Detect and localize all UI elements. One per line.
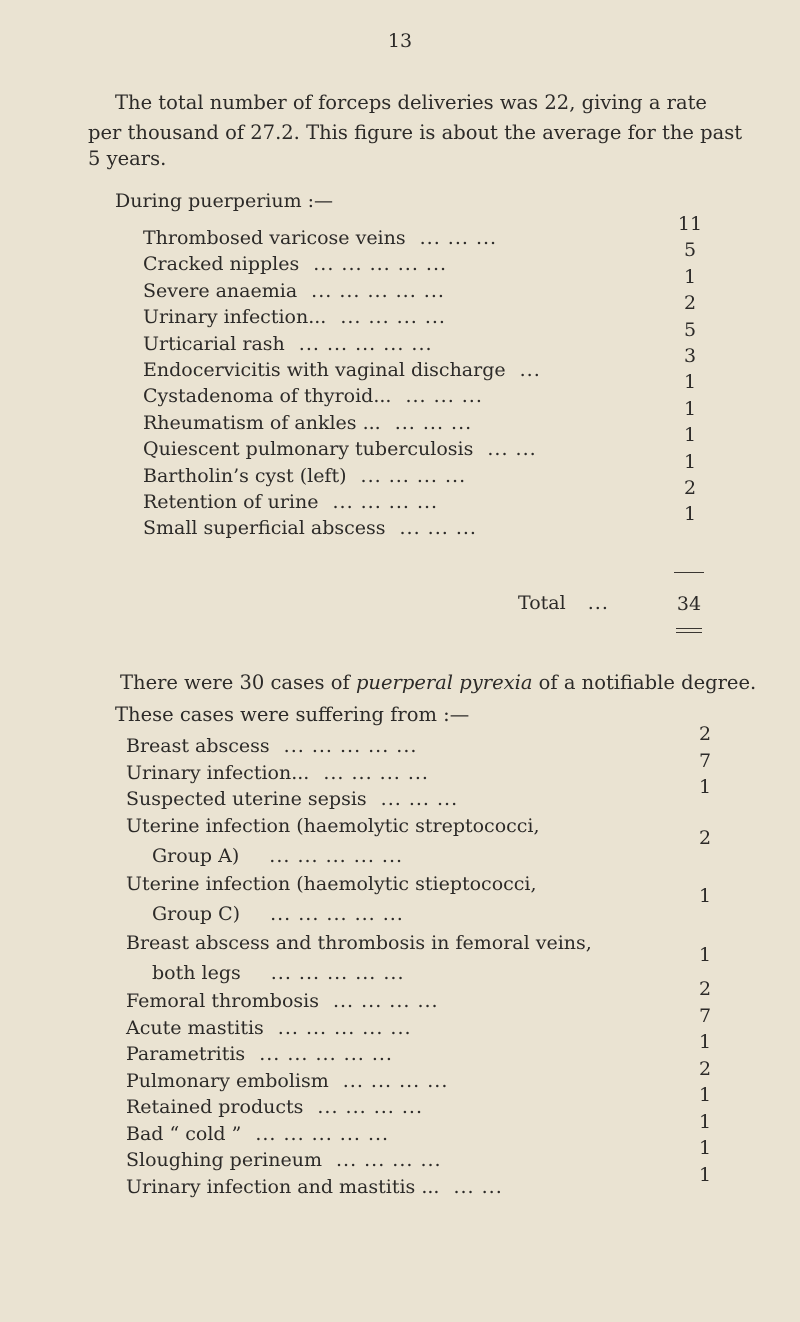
puerperium-item-count: 5 (683, 239, 697, 262)
pyrexia-item-dots: ... ... ... ... ... (270, 903, 404, 925)
pyrexia-item-dots: ... ... ... ... (317, 1096, 423, 1118)
puerperium-item (143, 331, 433, 357)
pyrexia-line-1-before: There were 30 cases of (120, 671, 356, 694)
pyrexia-item-label-cont: both legs (152, 961, 241, 984)
page-number: 13 (387, 30, 413, 52)
intro-line-2: per thousand of 27.2. This figure is about the average for the past (88, 121, 743, 144)
puerperium-item-label: Severe anaemia (143, 279, 298, 302)
pyrexia-item (126, 733, 417, 759)
pyrexia-item-label: Uterine infection (haemolytic stieptococci, (126, 873, 537, 895)
total-double-rule-top (676, 628, 702, 629)
pyrexia-item-count: 1 (698, 943, 712, 966)
puerperium-heading: During puerperium :— (115, 190, 334, 212)
pyrexia-item-label: Femoral thrombosis (126, 990, 319, 1012)
puerperium-item (143, 410, 472, 436)
puerperium-item-label: Quiescent pulmonary tuberculosis (143, 438, 474, 461)
pyrexia-item-count: 1 (698, 1163, 712, 1186)
total-dots: ... (587, 592, 609, 614)
pyrexia-item-dots: ... ... ... ... ... (259, 1043, 393, 1065)
pyrexia-item-count: 1 (698, 1031, 712, 1053)
puerperium-item-dots: ... ... ... ... ... (313, 253, 448, 276)
puerperium-item-label: Small superficial abscess (143, 517, 386, 540)
puerperium-item-count: 3 (683, 345, 697, 367)
puerperium-item-dots: ... ... ... (419, 227, 498, 249)
puerperium-item (143, 251, 447, 277)
pyrexia-item-dots: ... ... ... ... (323, 761, 429, 784)
puerperium-item (143, 489, 438, 515)
puerperium-item-label: Thrombosed varicose veins (143, 227, 406, 249)
pyrexia-item-label: Pulmonary embolism (126, 1069, 329, 1092)
pyrexia-item-dots: ... ... (453, 1175, 503, 1198)
pyrexia-item (126, 930, 592, 956)
pyrexia-item-count: 1 (698, 1137, 712, 1159)
total-label: Total (518, 592, 566, 614)
puerperium-item-dots: ... ... ... ... (332, 491, 439, 513)
pyrexia-item (126, 871, 537, 897)
puerperium-item-dots: ... ... ... (405, 385, 483, 408)
puerperium-item-count: 5 (683, 318, 697, 341)
pyrexia-item-dots: ... ... ... ... (342, 1069, 449, 1092)
pyrexia-item (126, 1015, 412, 1041)
puerperium-item-count: 1 (683, 371, 697, 394)
pyrexia-item-continuation (152, 843, 403, 869)
pyrexia-item-count: 2 (698, 826, 712, 849)
puerperium-item-label: Rheumatism of ankles ... (143, 411, 381, 434)
pyrexia-item (126, 760, 429, 786)
total-rule (674, 572, 704, 573)
pyrexia-item-label: Uterine infection (haemolytic streptococci, (126, 814, 540, 837)
pyrexia-item-label: Parametritis (126, 1043, 246, 1065)
puerperium-item (143, 515, 477, 541)
puerperium-item (143, 383, 483, 409)
puerperium-item-dots: ... ... ... ... (340, 306, 446, 329)
pyrexia-item (126, 1174, 503, 1200)
pyrexia-item-label: Bad “ cold ” (126, 1122, 242, 1145)
puerperium-item-dots: ... ... ... (399, 517, 477, 540)
pyrexia-item-label: Retained products (126, 1096, 304, 1118)
pyrexia-item-label: Suspected uterine sepsis (126, 788, 367, 810)
puerperium-item-label: Bartholin’s cyst (left) (143, 464, 347, 487)
pyrexia-item (126, 1121, 389, 1147)
puerperium-item-dots: ... ... ... ... (360, 464, 467, 487)
pyrexia-item-count: 1 (698, 776, 712, 798)
pyrexia-item-dots: ... ... ... ... ... (270, 961, 405, 984)
pyrexia-item (126, 1094, 423, 1120)
puerperium-item (143, 463, 466, 489)
pyrexia-item-count: 1 (698, 885, 712, 907)
pyrexia-item-label: Sloughing perineum (126, 1149, 322, 1171)
pyrexia-item (126, 988, 439, 1014)
puerperium-item (143, 304, 446, 330)
puerperium-item-count: 1 (683, 503, 697, 526)
pyrexia-item-count: 2 (698, 723, 712, 745)
puerperium-item-count: 2 (683, 477, 697, 499)
puerperium-item (143, 436, 537, 462)
pyrexia-item-dots: ... ... ... ... ... (277, 1016, 412, 1039)
puerperium-item-count: 11 (677, 213, 703, 235)
pyrexia-line-1 (120, 668, 756, 698)
pyrexia-item-continuation (152, 960, 405, 986)
pyrexia-item-count: 1 (698, 1084, 712, 1106)
puerperium-item-count: 1 (683, 397, 697, 420)
intro-line-1: The total number of forceps deliveries was 22, giving a rate (115, 91, 707, 114)
pyrexia-item-count: 7 (698, 749, 712, 772)
puerperium-item-count: 1 (683, 424, 697, 447)
puerperium-item-label: Cracked nipples (143, 253, 300, 276)
puerperium-item (143, 357, 541, 383)
pyrexia-item-label: Breast abscess and thrombosis in femoral veins, (126, 931, 592, 954)
pyrexia-item-continuation (152, 901, 404, 927)
total-value: 34 (676, 593, 702, 615)
pyrexia-item-label: Acute mastitis (126, 1016, 264, 1039)
intro-line-3: 5 years. (88, 147, 167, 170)
pyrexia-item-label-cont: Group C) (152, 903, 241, 925)
puerperium-item-label: Endocervicitis with vaginal discharge (143, 359, 506, 381)
pyrexia-item (126, 1068, 448, 1094)
pyrexia-item-dots: ... ... ... ... ... (283, 735, 418, 757)
puerperium-item-count: 2 (683, 292, 697, 315)
pyrexia-item-label: Urinary infection and mastitis ... (126, 1175, 440, 1198)
pyrexia-item (126, 1147, 442, 1173)
pyrexia-item-label: Breast abscess (126, 735, 270, 757)
pyrexia-item (126, 1041, 393, 1067)
pyrexia-item-label-cont: Group A) (152, 844, 240, 867)
puerperium-item-count: 1 (683, 265, 697, 288)
puerperium-item-label: Retention of urine (143, 491, 319, 513)
puerperium-item-label: Urinary infection... (143, 306, 327, 329)
puerperium-item (143, 225, 497, 251)
pyrexia-item-count: 1 (698, 1110, 712, 1133)
puerperium-item-dots: ... ... (487, 438, 537, 461)
pyrexia-item-count: 7 (698, 1004, 712, 1027)
pyrexia-item-label: Urinary infection... (126, 761, 310, 784)
pyrexia-item (126, 813, 540, 839)
pyrexia-item-count: 2 (698, 978, 712, 1000)
pyrexia-item-count: 2 (698, 1057, 712, 1080)
pyrexia-line-1-after: of a notifiable degree. (532, 671, 757, 694)
puerperium-item-label: Cystadenoma of thyroid... (143, 385, 392, 408)
puerperium-item-dots: ... ... ... ... ... (311, 279, 445, 302)
puerperium-item-dots: ... ... ... (394, 411, 473, 434)
pyrexia-term: puerperal pyrexia (355, 671, 533, 694)
total-row (518, 590, 609, 616)
pyrexia-item-dots: ... ... ... ... ... (255, 1122, 390, 1145)
puerperium-item-dots: ... (519, 359, 541, 381)
puerperium-item-count: 1 (683, 450, 697, 473)
puerperium-item-dots: ... ... ... ... ... (298, 332, 433, 355)
pyrexia-item-dots: ... ... ... (380, 788, 459, 810)
pyrexia-item-dots: ... ... ... ... (332, 990, 439, 1012)
pyrexia-item (126, 786, 458, 812)
pyrexia-line-2: These cases were suffering from :— (115, 703, 470, 726)
pyrexia-item-dots: ... ... ... ... ... (269, 844, 404, 867)
puerperium-item-label: Urticarial rash (143, 332, 285, 355)
total-double-rule-bottom (676, 632, 702, 633)
pyrexia-item-dots: ... ... ... ... (335, 1149, 442, 1171)
puerperium-item (143, 278, 445, 304)
